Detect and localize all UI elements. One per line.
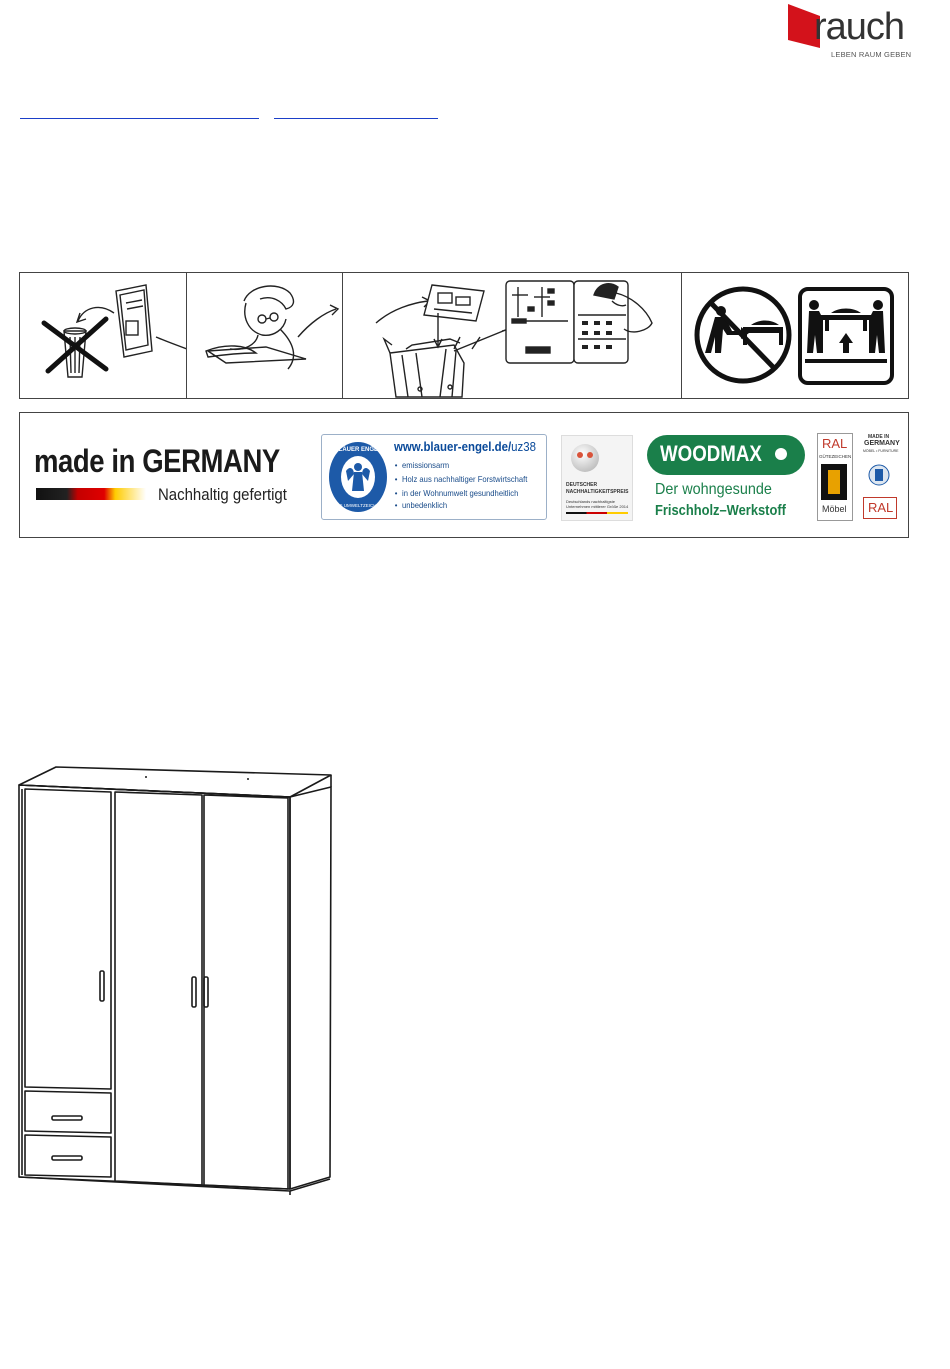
blauer-engel-label (321, 434, 547, 520)
svg-text:DAS UMWELTZEICHEN: DAS UMWELTZEICHEN (333, 503, 383, 508)
no-discard-instructions-icon (20, 273, 186, 398)
certifications-strip (19, 412, 909, 538)
woodmax-tagline-2: Frischholz–Werkstoff (655, 502, 786, 519)
woodmax-dot-icon (774, 447, 788, 461)
lift-furniture-icon (800, 289, 892, 383)
moebel-m-icon (821, 464, 847, 500)
keep-instructions-icon (342, 273, 681, 398)
ral-guetezeichen-badge: RAL GÜTEZEICHEN Möbel (817, 433, 853, 521)
mig-seal-icon (868, 463, 890, 487)
blauer-engel-point-continued: • unbedenklich (402, 499, 447, 511)
read-instructions-icon (186, 273, 342, 398)
ral-box: RAL (863, 497, 897, 519)
award-sphere-icon (570, 442, 600, 474)
brand-name: rauch (814, 6, 905, 48)
no-push-furniture-icon (697, 289, 789, 381)
nachhaltigkeitspreis-badge: DEUTSCHER NACHHALTIGKEITSPREIS Deutschlands nachhaltigste Unternehmen mittlerer Größe 2014 (561, 435, 633, 521)
instruction-pictograms (19, 272, 909, 399)
brand-tagline: LEBEN RAUM GEBEN (831, 50, 912, 59)
svg-text:BLAUER ENGEL: BLAUER ENGEL (334, 447, 382, 453)
rauch-logo (788, 2, 912, 60)
blauer-engel-point: • Holz aus nachhaltiger Forstwirtschaft (402, 473, 527, 485)
wardrobe-illustration (16, 765, 334, 1197)
woodmax-tagline-1: Der wohngesunde (655, 481, 772, 498)
furniture-handling-icons (681, 273, 908, 398)
made-in-germany-title: made in GERMANY (34, 443, 280, 479)
flag-stripe (566, 512, 628, 514)
blauer-engel-point: • emissionsarm (402, 459, 449, 471)
woodmax-name: WOODMAX (660, 441, 762, 466)
blauer-engel-seal-icon (328, 441, 388, 513)
blauer-engel-point: • in der Wohnumwelt gesundheitlich (402, 487, 518, 499)
made-in-germany-subtitle: Nachhaltig gefertigt (158, 485, 287, 504)
ral-made-in-germany-badge: MADE IN GERMANY MÖBEL • FURNITURE RAL (862, 433, 896, 519)
blauer-engel-url[interactable]: www.blauer-engel.de/uz38 (394, 439, 536, 454)
german-flag-bar (36, 487, 146, 499)
link-2[interactable] (274, 118, 438, 119)
link-1[interactable] (20, 118, 259, 119)
